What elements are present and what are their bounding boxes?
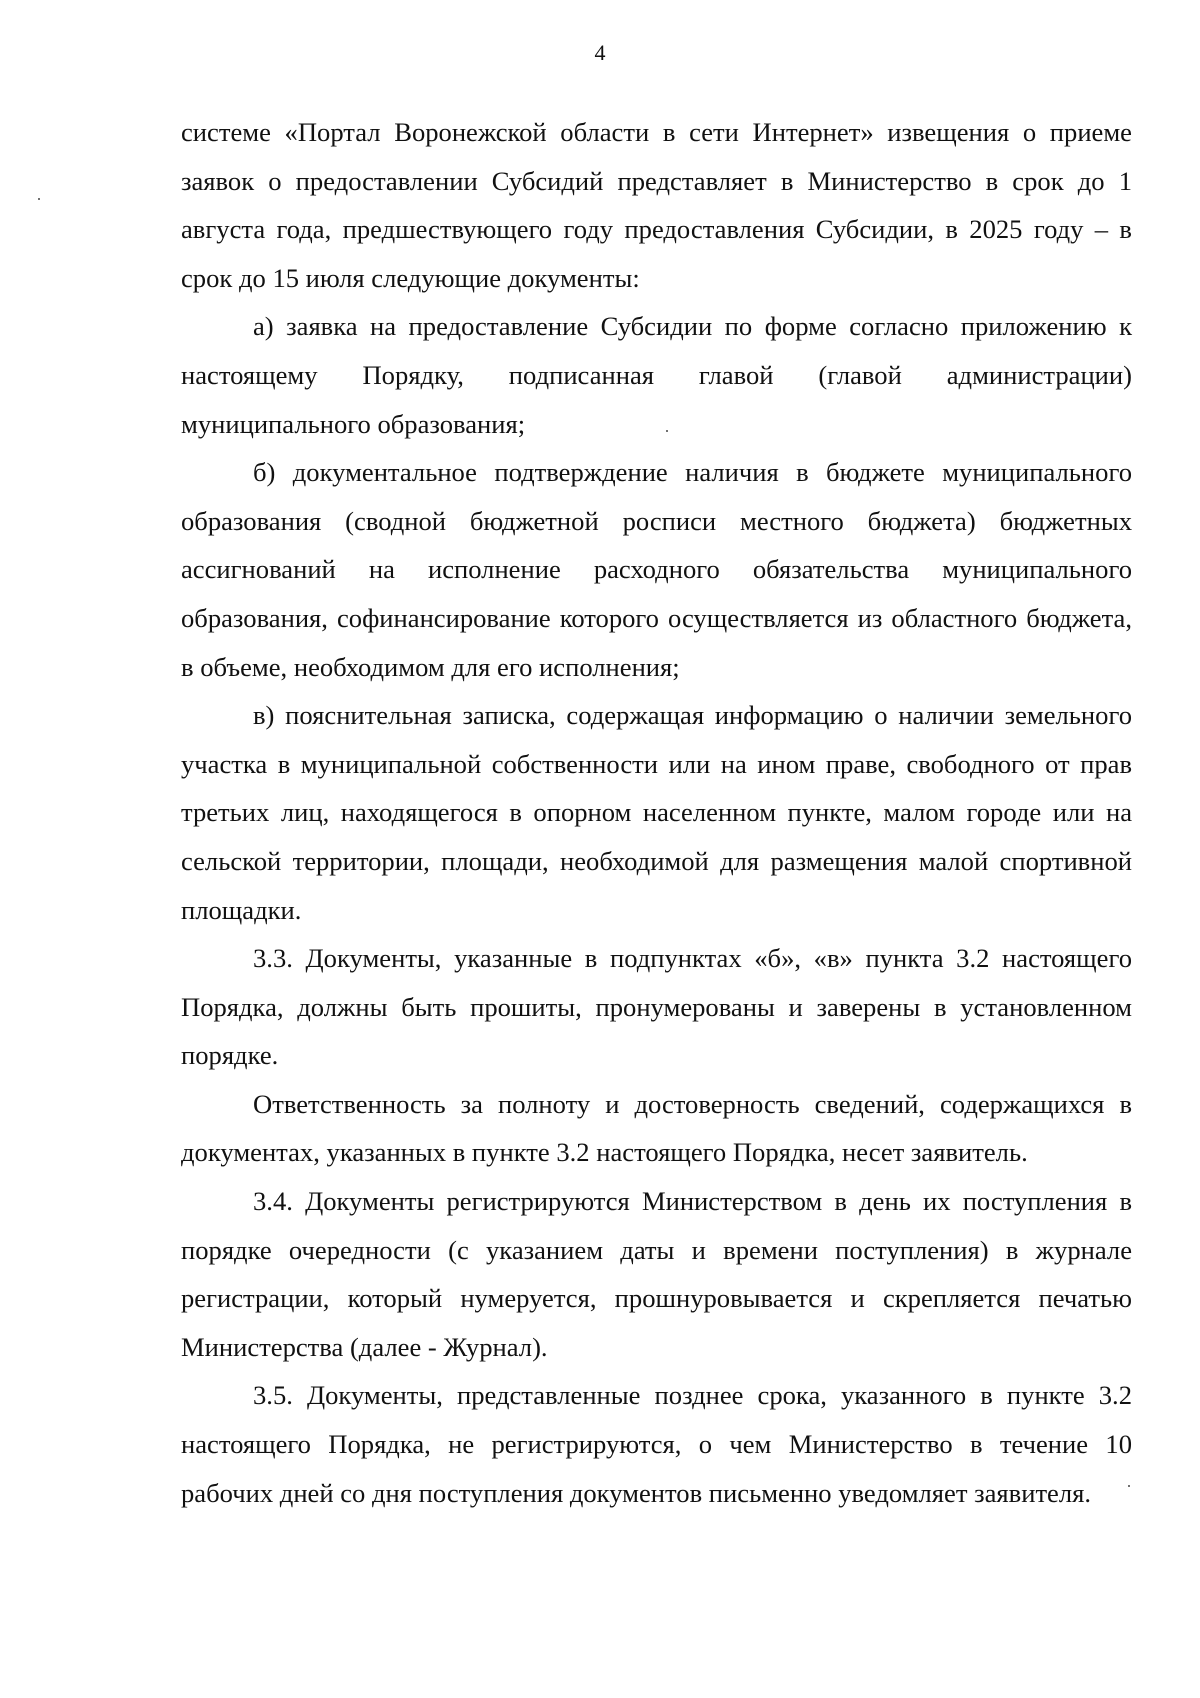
- page-number: 4: [594, 40, 606, 65]
- paragraph-3-4: 3.4. Документы регистрируются Министерством в день их поступления в порядке очередности (с указанием даты и времени поступления) в журнале регистрации, который нумеруется, прошнуровывается и скрепляется печатью Министерства (далее - Журнал).: [181, 1186, 1132, 1362]
- scan-speck: [38, 198, 40, 200]
- paragraph-intro: системе «Портал Воронежской области в сети Интернет» извещения о приеме заявок о предоставлении Субсидий представляет в Министерство в срок до 1 августа года, предшествующего году предоставления Субсидии, в 2025 году – в срок до 15 июля следующие документы:: [181, 117, 1132, 293]
- paragraph-3-5: 3.5. Документы, представленные позднее срока, указанного в пункте 3.2 настоящего Порядка, не регистрируются, о чем Министерство в течение 10 рабочих дней со дня поступления документов письменно уведомляет заявителя.: [181, 1380, 1132, 1508]
- paragraph-item-v: в) пояснительная записка, содержащая информацию о наличии земельного участка в муниципальной собственности или на ином праве, свободного от прав третьих лиц, находящегося в опорном населенном пункте, малом городе или на сельской территории, площади, необходимой для размещения малой спортивной площадки.: [181, 700, 1132, 925]
- paragraph-item-a: а) заявка на предоставление Субсидии по форме согласно приложению к настоящему Порядку, подписанная главой (главой администрации) муниципального образования;: [181, 311, 1132, 439]
- scan-speck: [1128, 1485, 1130, 1487]
- scan-speck: [666, 430, 668, 432]
- paragraph-responsibility: Ответственность за полноту и достоверность сведений, содержащихся в документах, указанных в пункте 3.2 настоящего Порядка, несет заявитель.: [181, 1088, 1132, 1168]
- paragraph-3-3: 3.3. Документы, указанные в подпунктах «б», «в» пункта 3.2 настоящего Порядка, должны быть прошиты, пронумерованы и заверены в установленном порядке.: [181, 943, 1132, 1071]
- paragraph-item-b: б) документальное подтверждение наличия в бюджете муниципального образования (сводной бюджетной росписи местного бюджета) бюджетных ассигнований на исполнение расходного обязательства муниципального образования, софинансирование которого осуществляется из областного бюджета, в объеме, необходимом для его исполнения;: [181, 457, 1132, 682]
- document-body: [181, 108, 1132, 1517]
